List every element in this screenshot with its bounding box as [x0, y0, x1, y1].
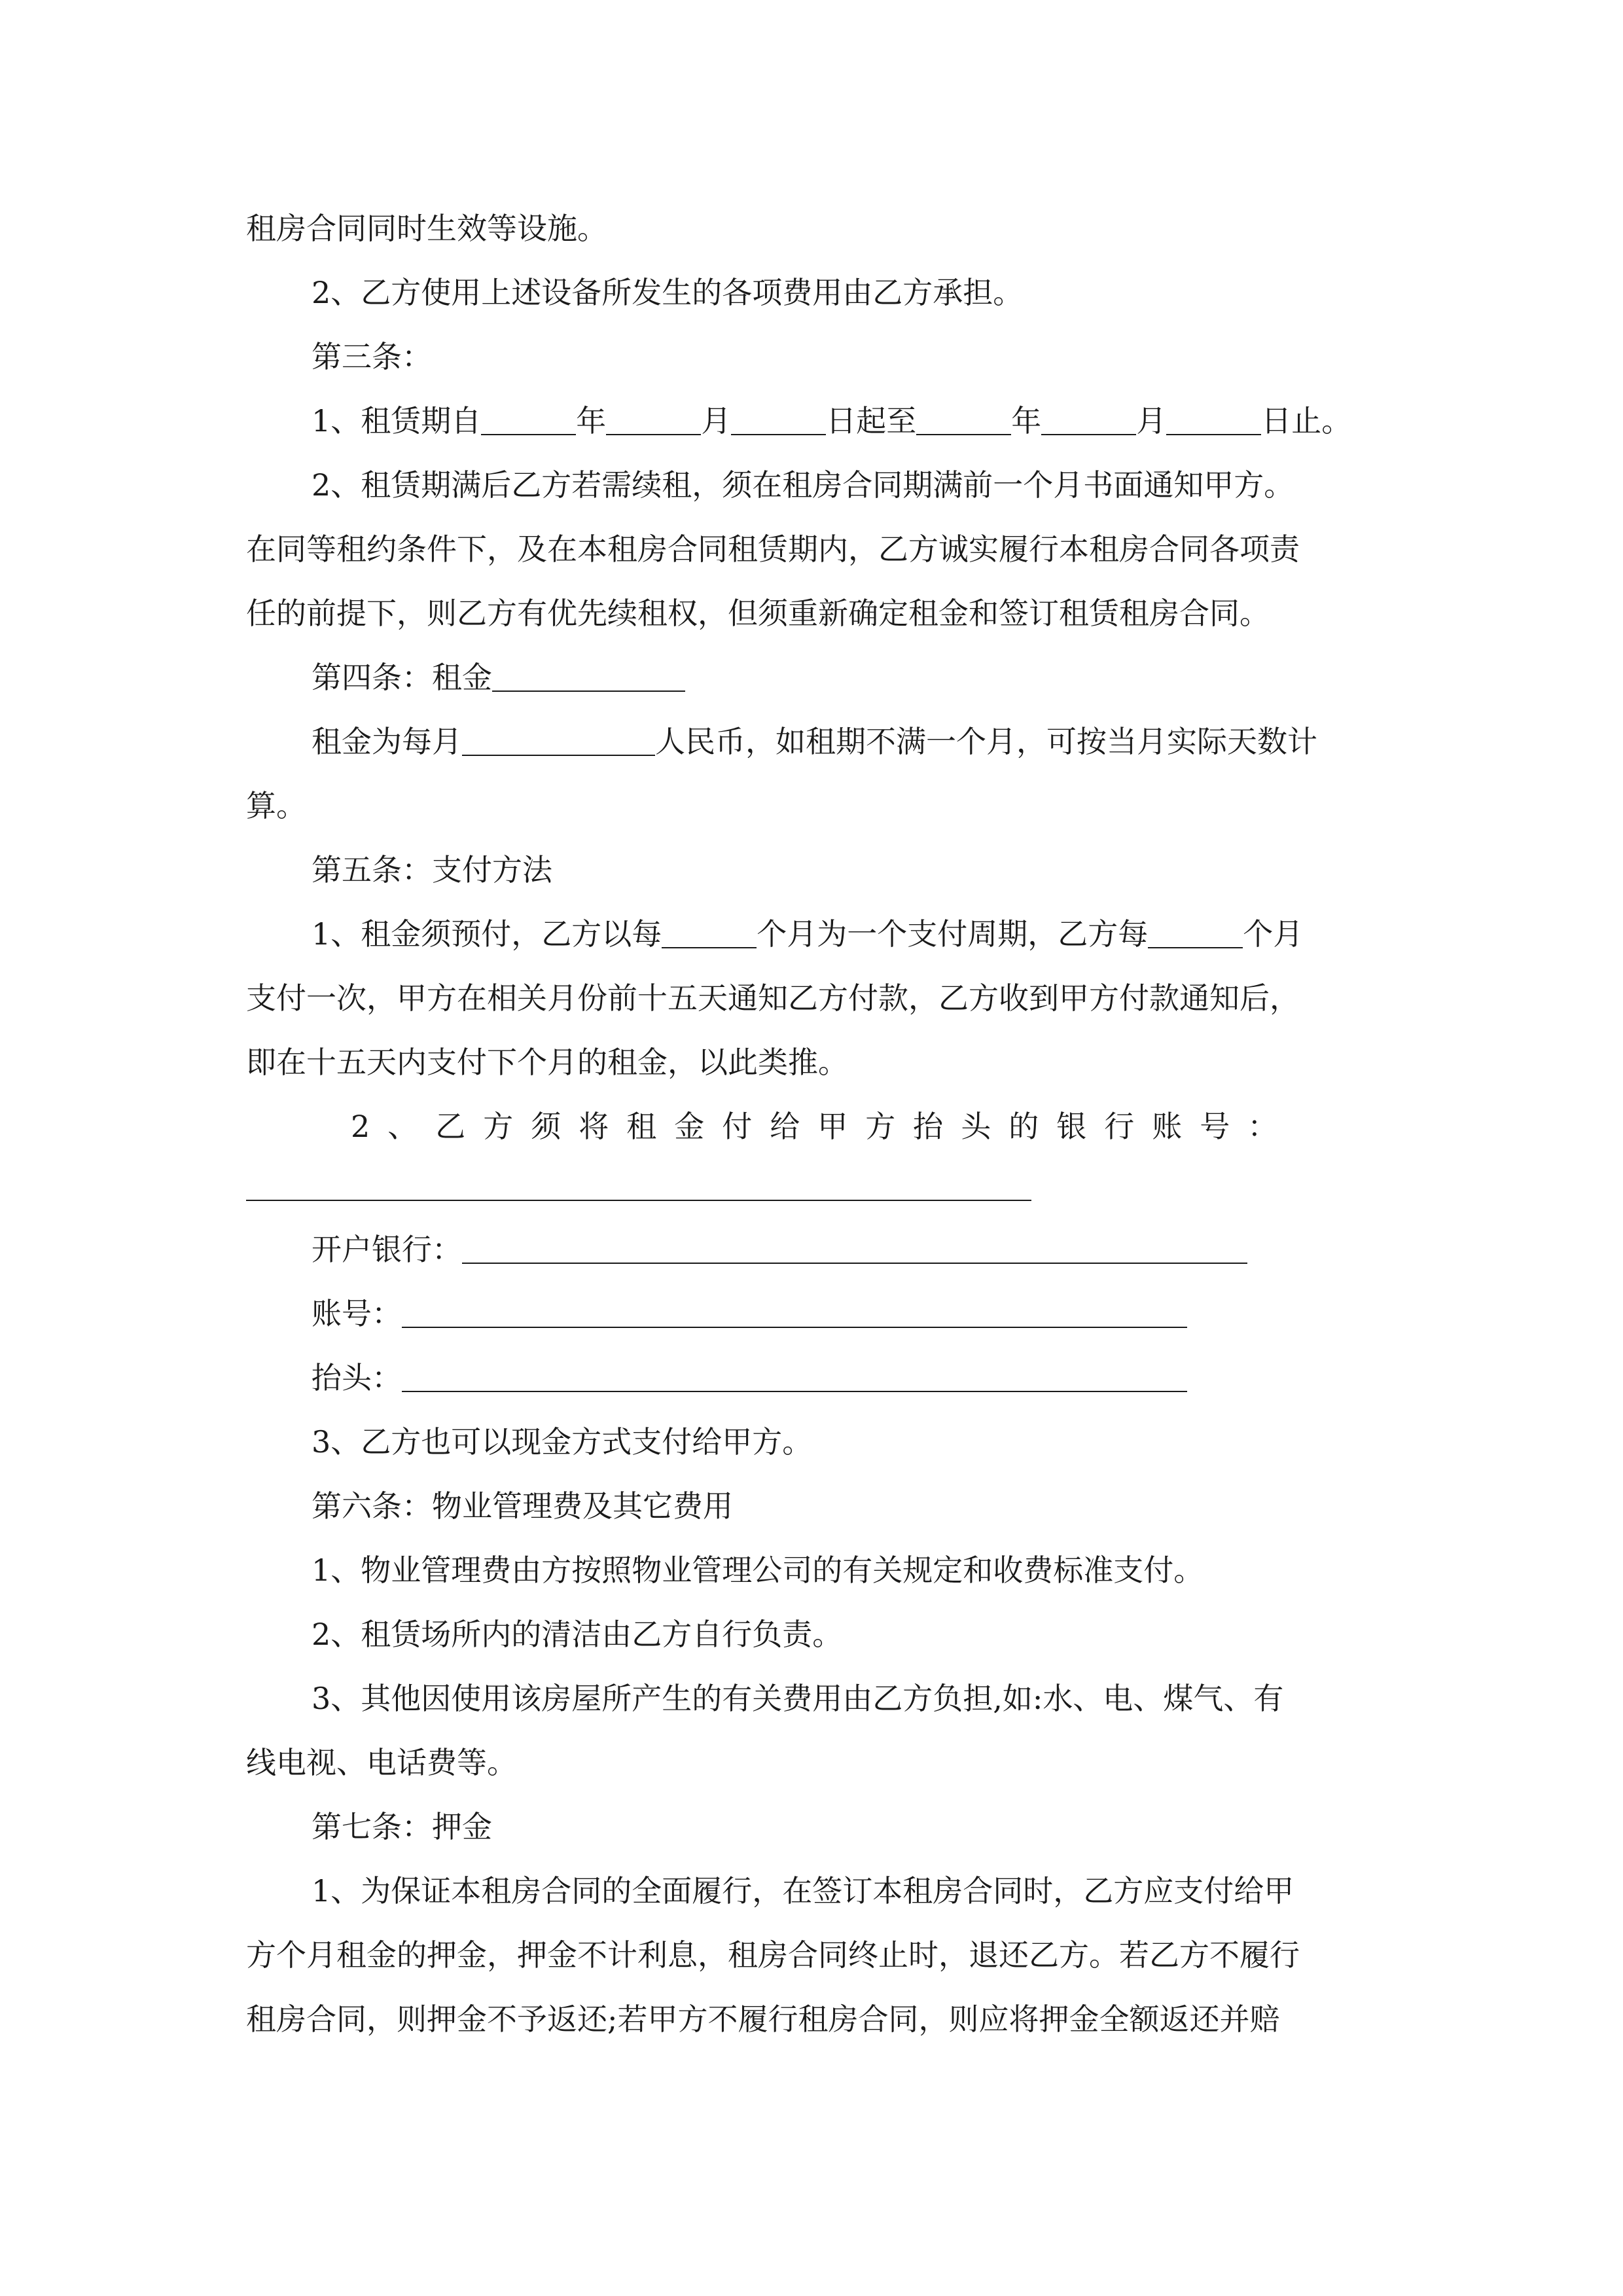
text-segment: 个月	[1243, 916, 1304, 952]
text-segment: 日止。	[1261, 403, 1352, 439]
blank-field[interactable]	[916, 408, 1011, 435]
paragraph-line: 支付一次，甲方在相关月份前十五天通知乙方付款，乙方收到甲方付款通知后，	[246, 980, 1300, 1016]
blank-field[interactable]	[462, 728, 655, 756]
text-segment: 年	[576, 403, 607, 439]
text-segment: 1、租金须预付，乙方以每	[312, 916, 662, 952]
bank-account-heading: 2、乙方须将租金付给甲方抬头的银行账号：	[351, 1109, 1296, 1144]
account-number-line	[312, 1282, 1378, 1346]
text-segment: 账号：	[312, 1296, 402, 1331]
paragraph-line: 线电视、电话费等。	[246, 1745, 517, 1780]
text-segment: 人民币，如租期不满一个月，可按当月实际天数计	[655, 724, 1317, 759]
text-segment: 抬头：	[312, 1360, 402, 1395]
text-segment: 年	[1011, 403, 1042, 439]
bank-name-line	[312, 1217, 1378, 1282]
paragraph-line: 1、为保证本租房合同的全面履行，在签订本租房合同时，乙方应支付给甲	[312, 1873, 1294, 1909]
paragraph-line: 租房合同，则押金不予返还;若甲方不履行租房合同，则应将押金全额返还并赔	[246, 2001, 1280, 2037]
paragraph-line: 3、乙方也可以现金方式支付给甲方。	[312, 1424, 813, 1460]
blank-field[interactable]	[246, 1200, 1031, 1201]
paragraph-line: 即在十五天内支付下个月的租金，以此类推。	[246, 1045, 848, 1080]
blank-field[interactable]	[492, 664, 685, 692]
paragraph-line: 1、物业管理费由方按照物业管理公司的有关规定和收费标准支付。	[312, 1552, 1204, 1588]
blank-field[interactable]	[1041, 408, 1136, 435]
paragraph-line: 租房合同同时生效等设施。	[246, 211, 607, 246]
section-heading	[312, 645, 1378, 709]
text-segment: 1、租赁期自	[312, 403, 482, 439]
paragraph-line: 3、其他因使用该房屋所产生的有关费用由乙方负担,如:水、电、煤气、有	[312, 1681, 1284, 1716]
rent-amount-line	[312, 709, 1378, 774]
text-segment: 个月为一个支付周期，乙方每	[757, 916, 1149, 952]
blank-field[interactable]	[1148, 921, 1243, 948]
paragraph-line: 2、租赁场所内的清洁由乙方自行负责。	[312, 1617, 843, 1652]
section-heading: 第三条：	[312, 339, 432, 374]
paragraph-line: 2、乙方使用上述设备所发生的各项费用由乙方承担。	[312, 275, 1024, 310]
section-heading: 第六条：物业管理费及其它费用	[312, 1488, 733, 1524]
blank-field[interactable]	[481, 408, 576, 435]
blank-field[interactable]	[1166, 408, 1261, 435]
account-holder-line	[312, 1346, 1378, 1410]
blank-field[interactable]	[662, 921, 757, 948]
paragraph-line: 算。	[246, 788, 306, 823]
text-segment: 月	[1136, 403, 1167, 439]
paragraph-line: 在同等租约条件下，及在本租房合同租赁期内，乙方诚实履行本租房合同各项责	[246, 531, 1300, 567]
blank-field[interactable]	[462, 1236, 1247, 1264]
text-segment: 日起至	[826, 403, 917, 439]
text-segment: 月	[701, 403, 732, 439]
payment-cycle-line	[312, 902, 1378, 966]
paragraph-line: 任的前提下，则乙方有优先续租权，但须重新确定租金和签订租赁租房合同。	[246, 596, 1270, 631]
paragraph-line: 2、租赁期满后乙方若需续租，须在租房合同期满前一个月书面通知甲方。	[312, 467, 1294, 503]
text-segment: 第四条：租金	[312, 660, 492, 695]
blank-field[interactable]	[402, 1365, 1187, 1392]
lease-term-line	[312, 389, 1378, 453]
section-heading: 第七条：押金	[312, 1809, 492, 1844]
paragraph-line: 方个月租金的押金，押金不计利息，租房合同终止时，退还乙方。若乙方不履行	[246, 1937, 1300, 1973]
blank-field[interactable]	[731, 408, 826, 435]
text-segment: 租金为每月	[312, 724, 462, 759]
blank-field[interactable]	[606, 408, 701, 435]
blank-field[interactable]	[402, 1300, 1187, 1328]
text-segment: 开户银行：	[312, 1232, 462, 1267]
section-heading: 第五条：支付方法	[312, 852, 552, 888]
